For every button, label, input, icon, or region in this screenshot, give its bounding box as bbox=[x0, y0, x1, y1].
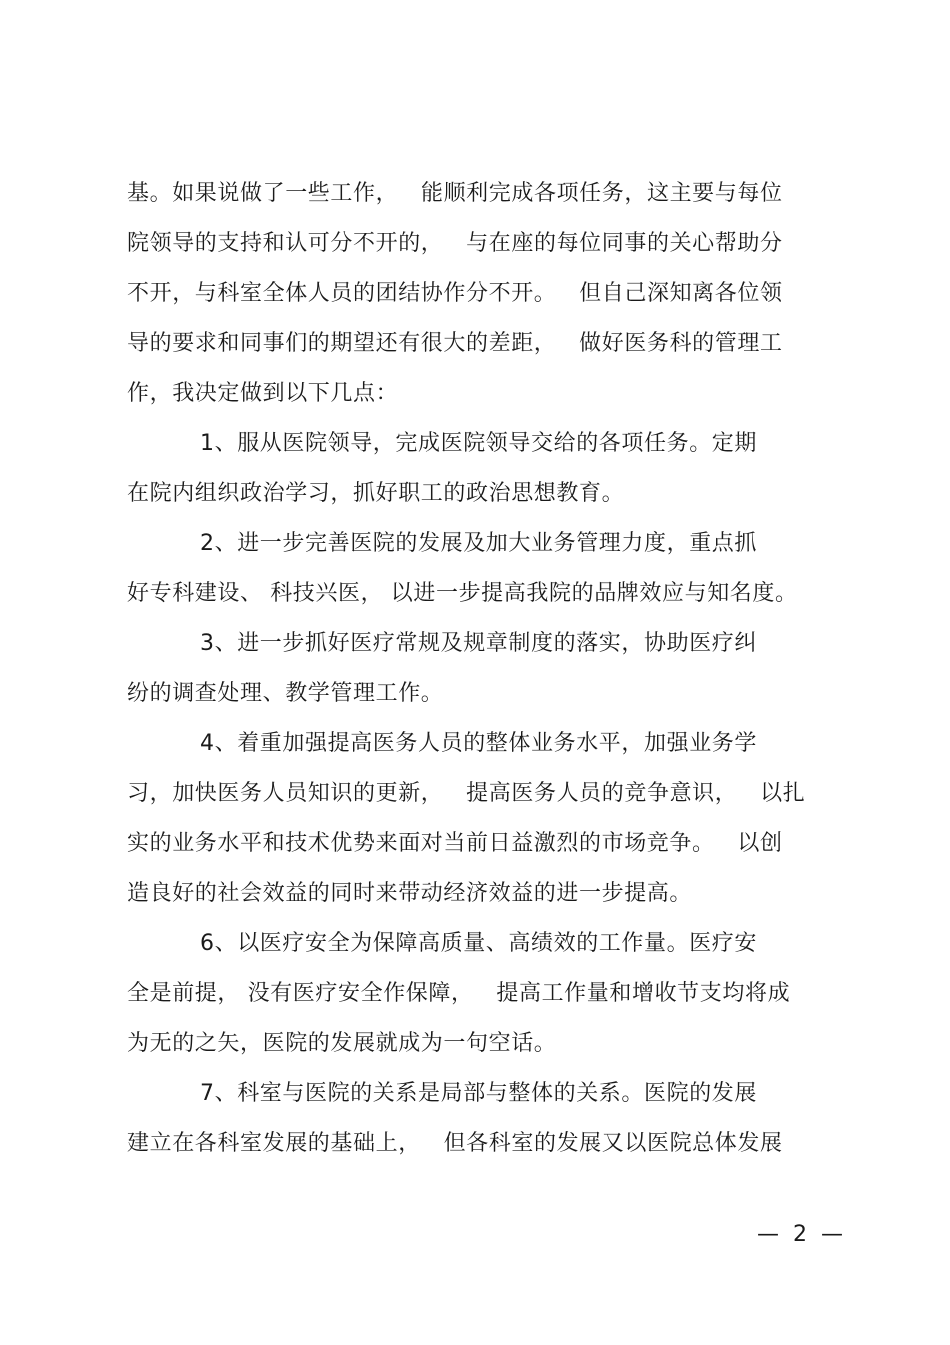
text-line: 作，我决定做到以下几点： bbox=[127, 381, 399, 406]
text-line: 造良好的社会效益的同时来带动经济效益的进一步提高。 bbox=[127, 881, 693, 906]
text-line: 实的业务水平和技术优势来面对当前日益激烈的市场竞争。 以创 bbox=[127, 831, 783, 856]
text-line: 不开，与科室全体人员的团结协作分不开。 但自己深知离各位领 bbox=[127, 281, 783, 306]
text-line: 院领导的支持和认可分不开的， 与在座的每位同事的关心帮助分 bbox=[127, 231, 783, 256]
page-number: — 2 — bbox=[757, 1222, 843, 1247]
paragraph-7-first-line: 7、科室与医院的关系是局部与整体的关系。医院的发展 bbox=[200, 1081, 757, 1106]
paragraph-1-first-line: 1、服从医院领导，完成医院领导交给的各项任务。定期 bbox=[200, 431, 757, 456]
text-line: 全是前提， 没有医疗安全作保障， 提高工作量和增收节支均将成 bbox=[127, 981, 791, 1006]
paragraph-6-first-line: 6、以医疗安全为保障高质量、高绩效的工作量。医疗安 bbox=[200, 931, 757, 956]
paragraph-4-first-line: 4、着重加强提高医务人员的整体业务水平，加强业务学 bbox=[200, 731, 757, 756]
text-line: 导的要求和同事们的期望还有很大的差距， 做好医务科的管理工 bbox=[127, 331, 783, 356]
text-line: 为无的之矢，医院的发展就成为一句空话。 bbox=[127, 1031, 557, 1056]
text-line: 纷的调查处理、教学管理工作。 bbox=[127, 681, 444, 706]
paragraph-2-first-line: 2、进一步完善医院的发展及加大业务管理力度，重点抓 bbox=[200, 531, 757, 556]
text-line: 建立在各科室发展的基础上， 但各科室的发展又以医院总体发展 bbox=[127, 1131, 783, 1156]
text-line: 好专科建设、 科技兴医， 以进一步提高我院的品牌效应与知名度。 bbox=[127, 581, 798, 606]
text-line: 习，加快医务人员知识的更新， 提高医务人员的竞争意识， 以扎 bbox=[127, 781, 806, 806]
paragraph-3-first-line: 3、进一步抓好医疗常规及规章制度的落实，协助医疗纠 bbox=[200, 631, 757, 656]
text-line: 基。如果说做了一些工作， 能顺利完成各项任务，这主要与每位 bbox=[127, 181, 783, 206]
text-line: 在院内组织政治学习，抓好职工的政治思想教育。 bbox=[127, 481, 625, 506]
